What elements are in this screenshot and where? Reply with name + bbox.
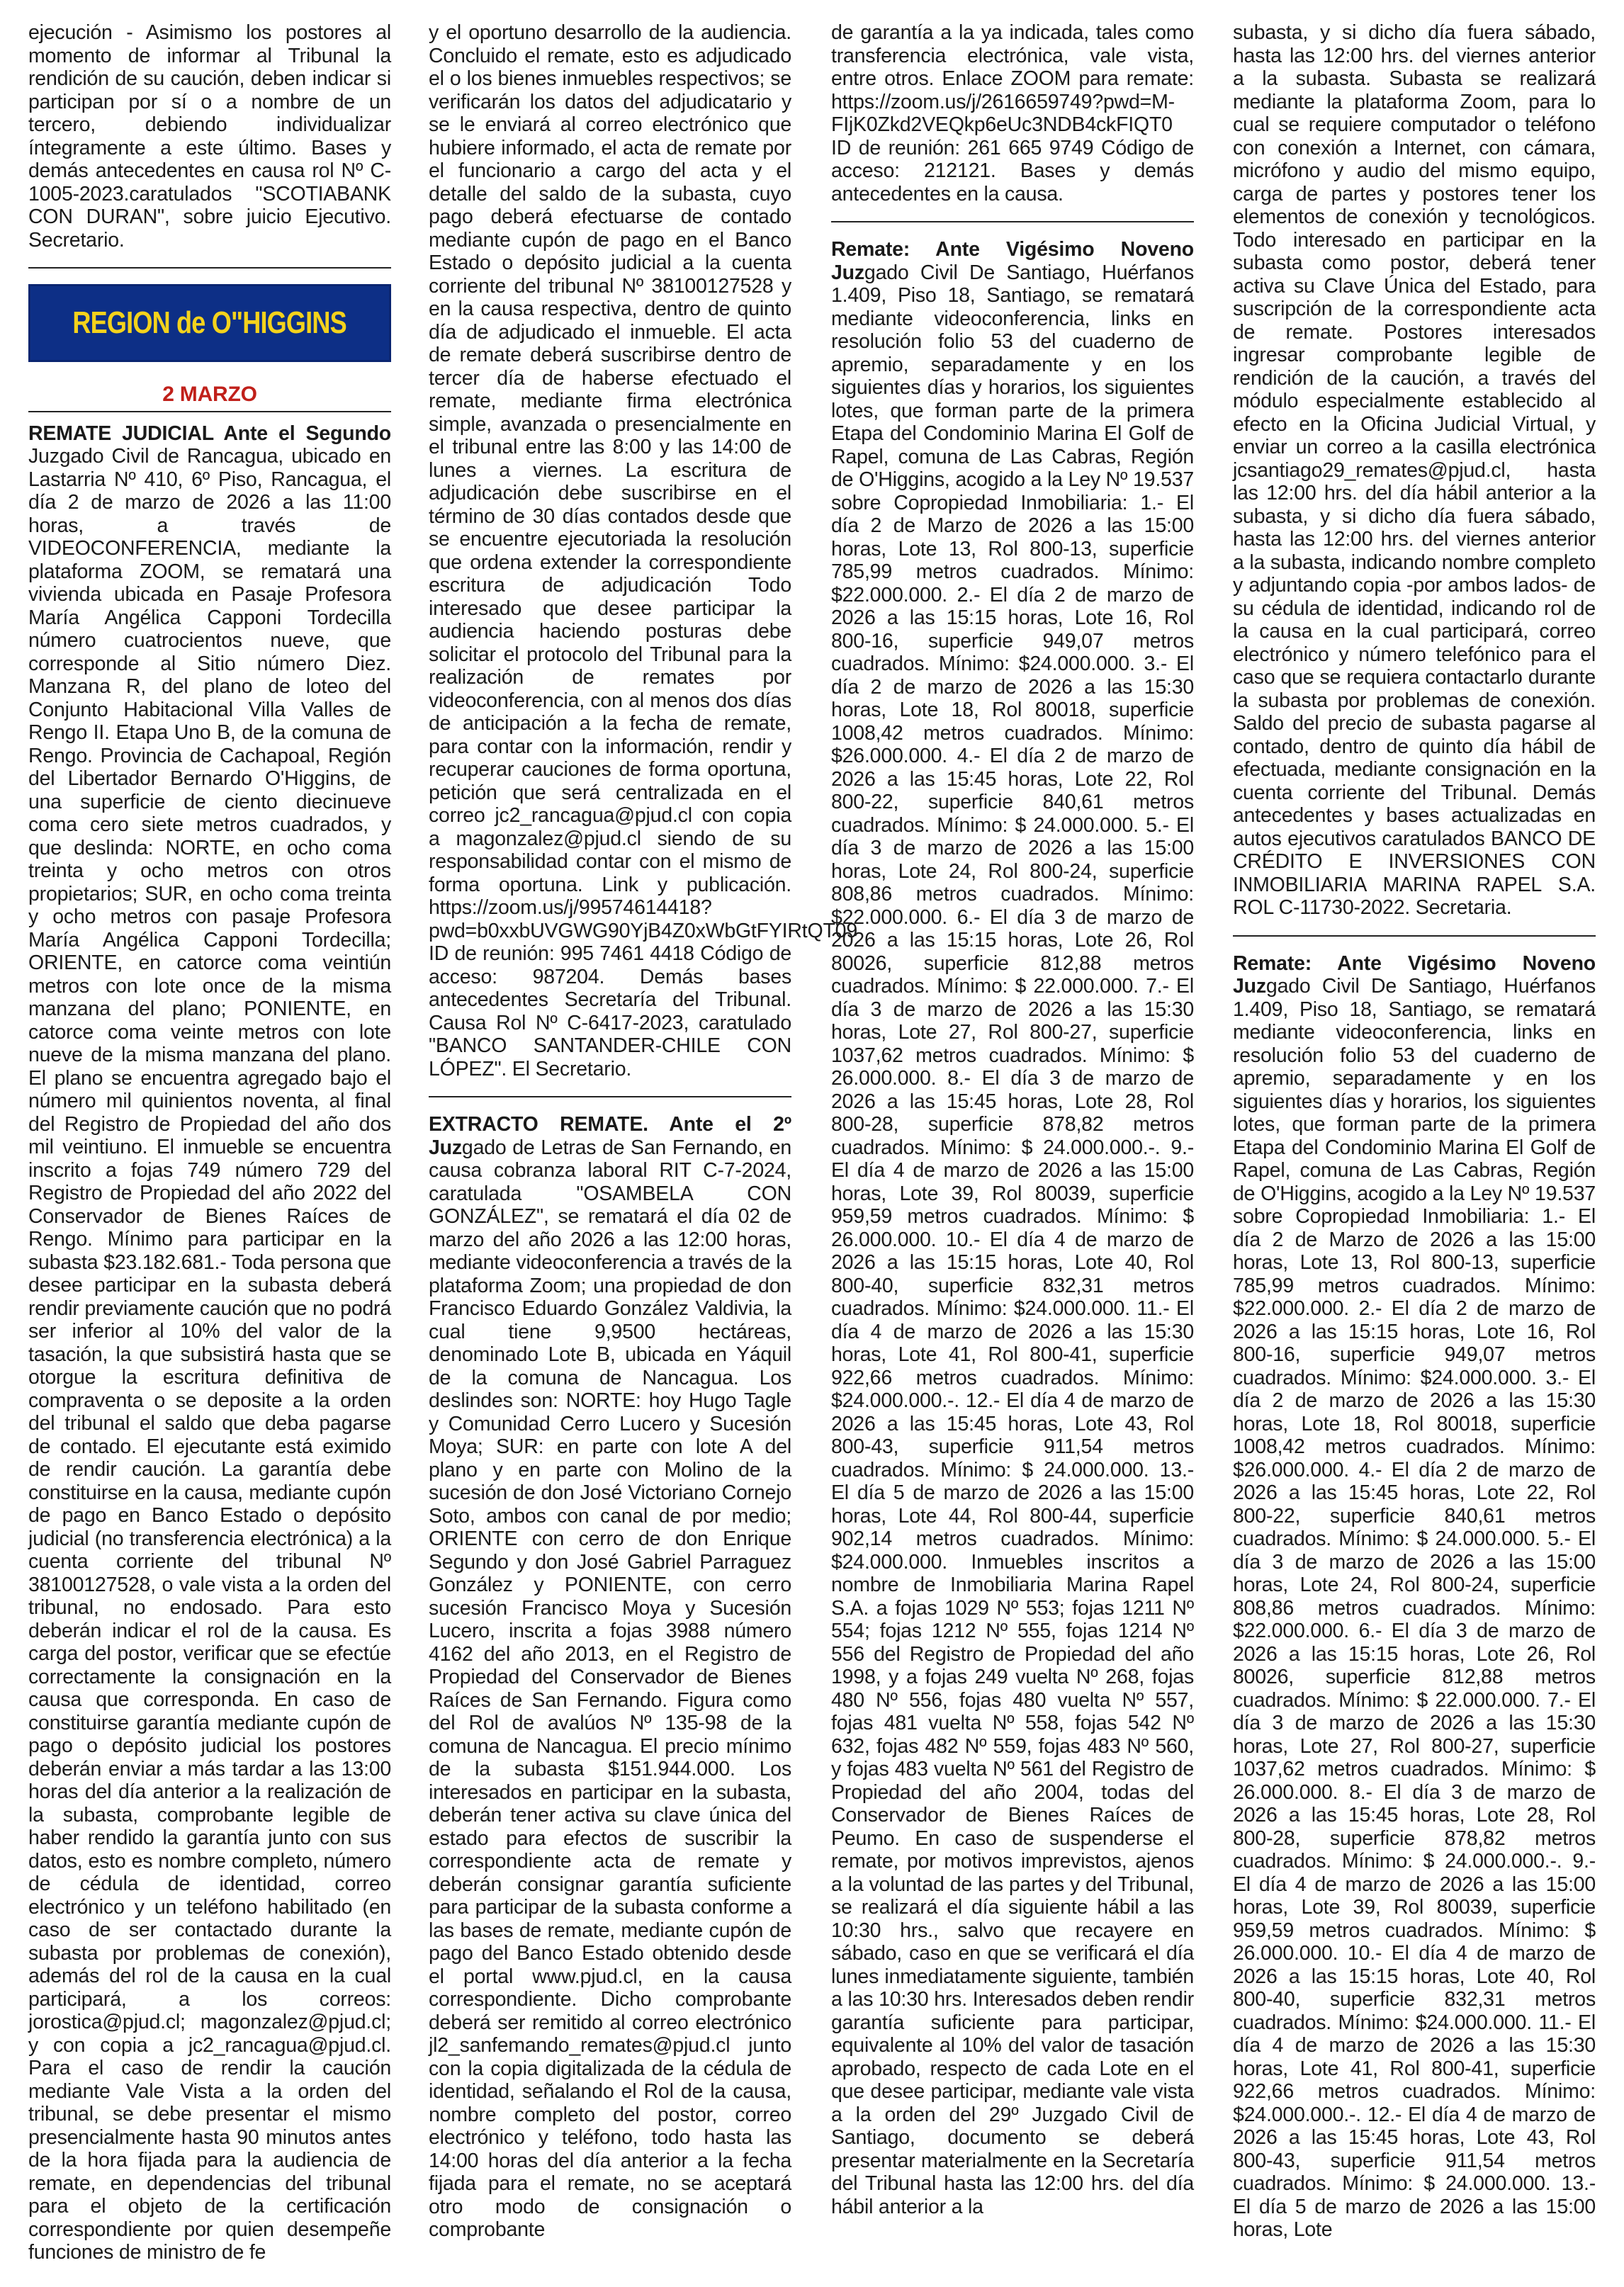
column-3	[831, 21, 1194, 2274]
notice-lead: EXTRACTO REMATE. Ante el 2º Juz	[429, 1113, 791, 1159]
notice-body: Juzgado Civil de Rancagua, ubicado en Lastarria Nº 410, 6º Piso, Rancagua, el día 2 de marzo de 2026 a las 11:00 horas, a través de VIDEOCONFERENCIA, mediante la plataforma ZOOM, se rematará una vivienda ubicada en Pasaje Profesora María Angélica Capponi Tordecilla número cuatrocientos nueve, que corresponde al Sitio número Diez. Manzana R, del plano de loteo del Conjunto Habitacional Villa Valles de Rengo II. Etapa Uno B, de la comuna de Rengo. Provincia de Cachapoal, Región del Libertador Bernardo O'Higgins, de una superficie de ciento diecinueve coma cero siete metros cuadrados, y que deslinda: NORTE, en ocho coma treinta y ocho metros con otros propietarios; SUR, en ocho coma treinta y ocho metros con pasaje Profesora María Angélica Capponi Tordecilla; ORIENTE, en catorce coma veintiún metros con lote once de la misma manzana del plano; PONIENTE, en catorce coma veinte metros con lote nueve de la misma manzana del plano. El plano se encuentra agregado bajo el número mil quinientos noventa, al final del Registro de Propiedad del año dos mil veintiuno. El inmueble se encuentra inscrito a fojas 749 número 729 del Registro de Propiedad del año 2022 del Conservador de Bienes Raíces de Rengo. Mínimo para participar en la subasta $23.182.681.- Toda persona que desee participar en la subasta deberá rendir previamente caución que no podrá ser inferior al 10% del valor de la tasación, la que subsistirá hasta que se otorgue la escritura definitiva de compraventa o se deposite a la orden del tribunal el saldo que deba pagarse de contado. El ejecutante está eximido de rendir caución. La garantía debe constituirse en la causa, mediante cupón de pago en Banco Estado o depósito judicial (no transferencia electrónica) a la cuenta corriente del tribunal Nº 38100127528, o vale vista a la orden del tribunal, no endosado. Para esto deberán indicar el rol de la causa. Es carga del postor, verificar que se efectúe correctamente la consignación en la causa que corresponda. En caso de constituirse garantía mediante cupón de pago o depósito judicial los postores deberán enviar a más tardar a las 13:00 horas del día anterior a la realización de la subasta, comprobante legible de haber rendido la garantía junto con sus datos, esto es nombre completo, número de cédula de identidad, correo electrónico y un teléfono habilitado (en caso de ser contactado durante la subasta por problemas de conexión), además del rol de la causa en la cual participará, a los correos: jorostica@pjud.cl; magonzalez@pjud.cl; y con copia a jc2_rancagua@pjud.cl. Para el caso de rendir la caución mediante Vale Vista a la orden del tribunal, se debe presentar el mismo presencialmente hasta 90 minutos antes de la hora fijada para la audiencia de remate, en dependencias del tribunal para el objeto de la certificación correspondiente por quien desempeñe funciones de ministro de fe	[28, 445, 391, 2264]
region-banner-title: REGION de O"HIGGINS	[72, 305, 347, 340]
notice-body: gado de Letras de San Fernando, en causa cobranza laboral RIT C-7-2024, caratulada "OSAMBELA CON GONZÁLEZ", se rematará el día 02 de marzo del año 2026 a las 12:00 horas, mediante videoconferencia a través de la plataforma Zoom; una propiedad de don Francisco Eduardo González Valdivia, la cual tiene 9,9500 hectáreas, denominado Lote B, ubicada en Yáquil de la comuna de Nancagua. Los deslindes son: NORTE: hoy Hugo Tagle y Comunidad Cerro Lucero y Sucesión Moya; SUR: en parte con lote A del plano y en parte con Molino de la sucesión de don José Victoriano Cornejo Soto, ambos con canal de por medio; ORIENTE con cerro de don Enrique Segundo y don José Gabriel Parraguez González y PONIENTE, con cerro sucesión Francisco Moya y Sucesión Lucero, inscrita a fojas 3988 número 4162 del año 2013, en el Registro de Propiedad del Conservador de Bienes Raíces de San Fernando. Figura como del Rol de avalúos Nº 135-98 de la comuna de Nancagua. El precio mínimo de la subasta $151.944.000. Los interesados en participar en la subasta, deberán tener activa su clave única del estado para efectos de suscribir la correspondiente acta de remate y deberán consignar garantía suficiente para participar de la subasta conforme a las bases de remate, mediante cupón de pago del Banco Estado obtenido desde el portal www.pjud.cl, en la causa correspondiente. Dicho comprobante deberá ser remitido al correo electrónico jl2_sanfemando_remates@pjud.cl junto con la copia digitalizada de la cédula de identidad, señalando el Rol de la causa, nombre completo del postor, correo electrónico y teléfono, todo hasta las 14:00 horas del día anterior a la fecha fijada para el remate, no se aceptará otro modo de consignación o comprobante	[429, 1136, 791, 2241]
date-heading: 2 MARZO	[162, 383, 257, 406]
notice-extracto-san-fernando	[429, 1113, 791, 2242]
notice-lead: Remate: Ante Vigésimo Noveno Juz	[831, 238, 1194, 284]
divider	[1233, 935, 1596, 937]
notice-remate-rancagua	[28, 422, 391, 2264]
divider	[28, 411, 391, 412]
divider	[429, 1096, 791, 1097]
notice-remate-santiago-29	[831, 238, 1194, 2218]
divider	[831, 221, 1194, 222]
region-banner	[28, 284, 391, 362]
notice-continuation-paragraph: de garantía a la ya indicada, tales como transferencia electrónica, vale vista, entre otros. Enlace ZOOM para remate: https://zoom.us/j/2616659749?pwd=M-FIjK0Zkd2VEQkp6eUc3NDB4ckFIQT0 ID de reunión: 261 665 9749 Código de acceso: 212121. Bases y demás antecedentes en la causa.	[831, 21, 1194, 205]
divider	[28, 267, 391, 269]
notice-lead: REMATE JUDICIAL Ante el Segundo	[28, 422, 391, 445]
classifieds-page	[28, 21, 1596, 2274]
notice-continuation-paragraph: subasta, y si dicho día fuera sábado, hasta las 12:00 hrs. del viernes anterior a la subasta. Subasta se realizará mediante la plataforma Zoom, para lo cual se requiere computador o teléfono con conexión a Internet, con cámara, micrófono y audio del mismo equipo, carga de partes y postores tener los elementos de conexión y tecnológicos. Todo interesado en participar en la subasta como postor, deberá tener activa su Clave Única del Estado, para suscripción de la correspondiente acta de remate. Postores interesados ingresar comprobante legible de rendición de la caución, a través del módulo especialmente establecido al efecto en la Oficina Judicial Virtual, y enviar un correo a la casilla electrónica jcsantiago29_remates@pjud.cl, hasta las 12:00 hrs. del día hábil anterior a la subasta, y si dicho día fuera sábado, hasta las 12:00 hrs. del viernes anterior a la subasta, indicando nombre completo y adjuntando copia -por ambos lados- de su cédula de identidad, indicando rol de la causa en la cual participará, correo electrónico y número telefónico para el caso que se requiera contactarlo durante la subasta por problemas de conexión. Saldo del precio de subasta pagarse al contado, dentro de quinto día hábil de efectuada, mediante consignación en la cuenta corriente del Tribunal. Demás antecedentes y bases actualizadas en autos ejecutivos caratulados BANCO DE CRÉDITO E INVERSIONES CON INMOBILIARIA MARINA RAPEL S.A. ROL C-11730-2022. Secretaria.	[1233, 21, 1596, 919]
notice-lead: Remate: Ante Vigésimo Noveno Juz	[1233, 951, 1596, 998]
column-4	[1233, 21, 1596, 2274]
column-2	[429, 21, 857, 2274]
notice-remate-santiago-29-repeat	[1233, 952, 1596, 2242]
column-1	[28, 21, 391, 2274]
notice-body: gado Civil De Santiago, Huérfanos 1.409, Piso 18, Santiago, se rematará mediante videoconferencia, links en resolución folio 53 del cuaderno de apremio, separadamente y en los siguientes días y horarios, los siguientes lotes, que forman parte de la primera Etapa del Condominio Marina El Golf de Rapel, comuna de Las Cabras, Región de O'Higgins, acogido a la Ley Nº 19.537 sobre Copropiedad Inmobiliaria: 1.- El día 2 de Marzo de 2026 a las 15:00 horas, Lote 13, Rol 800-13, superficie 785,99 metros cuadrados. Mínimo: $22.000.000. 2.- El día 2 de marzo de 2026 a las 15:15 horas, Lote 16, Rol 800-16, superficie 949,07 metros cuadrados. Mínimo: $24.000.000. 3.- El día 2 de marzo de 2026 a las 15:30 horas, Lote 18, Rol 80018, superficie 1008,42 metros cuadrados. Mínimo: $26.000.000. 4.- El día 2 de marzo de 2026 a las 15:45 horas, Lote 22, Rol 800-22, superficie 840,61 metros cuadrados. Mínimo: $ 24.000.000. 5.- El día 3 de marzo de 2026 a las 15:00 horas, Lote 24, Rol 800-24, superficie 808,86 metros cuadrados. Mínimo: $22.000.000. 6.- El día 3 de marzo de 2026 a las 15:15 horas, Lote 26, Rol 80026, superficie 812,88 metros cuadrados. Mínimo: $ 22.000.000. 7.- El día 3 de marzo de 2026 a las 15:30 horas, Lote 27, Rol 800-27, superficie 1037,62 metros cuadrados. Mínimo: $ 26.000.000. 8.- El día 3 de marzo de 2026 a las 15:45 horas, Lote 28, Rol 800-28, superficie 878,82 metros cuadrados. Mínimo: $ 24.000.000.-. 9.- El día 4 de marzo de 2026 a las 15:00 horas, Lote 39, Rol 80039, superficie 959,59 metros cuadrados. Mínimo: $ 26.000.000. 10.- El día 4 de marzo de 2026 a las 15:15 horas, Lote 40, Rol 800-40, superficie 832,31 metros cuadrados. Mínimo: $24.000.000. 11.- El día 4 de marzo de 2026 a las 15:30 horas, Lote 41, Rol 800-41, superficie 922,66 metros cuadrados. Mínimo: $24.000.000.-. 12.- El día 4 de marzo de 2026 a las 15:45 horas, Lote 43, Rol 800-43, superficie 911,54 metros cuadrados. Mínimo: $ 24.000.000. 13.- El día 5 de marzo de 2026 a las 15:00 horas, Lote	[1233, 975, 1596, 2241]
notice-body: gado Civil De Santiago, Huérfanos 1.409, Piso 18, Santiago, se rematará mediante videoconferencia, links en resolución folio 53 del cuaderno de apremio, separadamente y en los siguientes días y horarios, los siguientes lotes, que forman parte de la primera Etapa del Condominio Marina El Golf de Rapel, comuna de Las Cabras, Región de O'Higgins, acogido a la Ley Nº 19.537 sobre Copropiedad Inmobiliaria: 1.- El día 2 de Marzo de 2026 a las 15:00 horas, Lote 13, Rol 800-13, superficie 785,99 metros cuadrados. Mínimo: $22.000.000. 2.- El día 2 de marzo de 2026 a las 15:15 horas, Lote 16, Rol 800-16, superficie 949,07 metros cuadrados. Mínimo: $24.000.000. 3.- El día 2 de marzo de 2026 a las 15:30 horas, Lote 18, Rol 80018, superficie 1008,42 metros cuadrados. Mínimo: $26.000.000. 4.- El día 2 de marzo de 2026 a las 15:45 horas, Lote 22, Rol 800-22, superficie 840,61 metros cuadrados. Mínimo: $ 24.000.000. 5.- El día 3 de marzo de 2026 a las 15:00 horas, Lote 24, Rol 800-24, superficie 808,86 metros cuadrados. Mínimo: $22.000.000. 6.- El día 3 de marzo de 2026 a las 15:15 horas, Lote 26, Rol 80026, superficie 812,88 metros cuadrados. Mínimo: $ 22.000.000. 7.- El día 3 de marzo de 2026 a las 15:30 horas, Lote 27, Rol 800-27, superficie 1037,62 metros cuadrados. Mínimo: $ 26.000.000. 8.- El día 3 de marzo de 2026 a las 15:45 horas, Lote 28, Rol 800-28, superficie 878,82 metros cuadrados. Mínimo: $ 24.000.000.-. 9.- El día 4 de marzo de 2026 a las 15:00 horas, Lote 39, Rol 80039, superficie 959,59 metros cuadrados. Mínimo: $ 26.000.000. 10.- El día 4 de marzo de 2026 a las 15:15 horas, Lote 40, Rol 800-40, superficie 832,31 metros cuadrados. Mínimo: $24.000.000. 11.- El día 4 de marzo de 2026 a las 15:30 horas, Lote 41, Rol 800-41, superficie 922,66 metros cuadrados. Mínimo: $24.000.000.-. 12.- El día 4 de marzo de 2026 a las 15:45 horas, Lote 43, Rol 800-43, superficie 911,54 metros cuadrados. Mínimo: $ 24.000.000. 13.- El día 5 de marzo de 2026 a las 15:00 horas, Lote 44, Rol 800-44, superficie 902,14 metros cuadrados. Mínimo: $24.000.000. Inmuebles inscritos a nombre de Inmobiliaria Marina Rapel S.A. a fojas 1029 Nº 553; fojas 1211 Nº 554; fojas 1212 Nº 555, fojas 1214 Nº 556 del Registro de Propiedad del año 1998, y a fojas 249 vuelta Nº 268, fojas 480 Nº 556, fojas 480 vuelta Nº 557, fojas 481 vuelta Nº 558, fojas 542 Nº 632, fojas 482 Nº 559, fojas 483 Nº 560, y fojas 483 vuelta Nº 561 del Registro de Propiedad del año 2004, todas del Conservador de Bienes Raíces de Peumo. En caso de suspenderse el remate, por motivos imprevistos, ajenos a la voluntad de las partes y del Tribunal, se realizará el día siguiente hábil a las 10:30 hrs., salvo que recayere en sábado, caso en que se verificará el día lunes inmediatamente siguiente, también a las 10:30 hrs. Interesados deben rendir garantía suficiente para participar, equivalente al 10% del valor de tasación aprobado, respecto de cada Lote en el que desee participar, mediante vale vista a la orden del 29º Juzgado Civil de Santiago, documento se deberá presentar materialmente en la Secretaría del Tribunal hasta las 12:00 hrs. del día hábil anterior a la	[831, 261, 1194, 2218]
notice-continuation-paragraph: y el oportuno desarrollo de la audiencia. Concluido el remate, esto es adjudicado el o los bienes inmuebles respectivos; se verificarán los datos del adjudicatario y se le enviará al correo electrónico que hubiere informado, el acta de remate por el funcionario a cargo del acta y el detalle del saldo de la subasta, cuyo pago deberá efectuarse de contado mediante cupón de pago en el Banco Estado o depósito judicial a la cuenta corriente del tribunal Nº 38100127528 y en la causa respectiva, dentro de quinto día de adjudicado el inmueble. El acta de remate deberá suscribirse dentro de tercer día de haberse efectuado el remate, mediante firma electrónica simple, avanzada o presencialmente en el tribunal entre las 8:00 y las 14:00 de lunes a viernes. La escritura de adjudicación debe suscribirse en el término de 30 días contados desde que se encuentre ejecutoriada la resolución que ordena extender la correspondiente escritura de adjudicación Todo interesado que desee participar la audiencia haciendo posturas debe solicitar el protocolo del Tribunal para la realización de remates por videoconferencia, con al menos dos días de anticipación a la fecha de remate, para contar con la información, rendir y recuperar cauciones de forma oportuna, petición que será centralizada en el correo jc2_rancagua@pjud.cl con copia a magonzalez@pjud.cl siendo de su responsabilidad contar con el mismo de forma oportuna. Link y publicación. https://zoom.us/j/99574614418?pwd=b0xxbUVGWG90YjB4Z0xWbGtFYIRtQT09 ID de reunión: 995 7461 4418 Código de acceso: 987204. Demás bases antecedentes Secretaría del Tribunal. Causa Rol Nº C-6417-2023, caratulado "BANCO SANTANDER-CHILE CON LÓPEZ". El Secretario.	[429, 21, 857, 1080]
notice-continuation-paragraph: ejecución - Asimismo los postores al momento de informar al Tribunal la rendición de su caución, deben indicar si participan por sí o a nombre de un tercero, debiendo individualizar íntegramente a este último. Bases y demás antecedentes en causa rol Nº C-1005-2023.caratulados "SCOTIABANK CON DURAN", sobre juicio Ejecutivo. Secretario.	[28, 21, 391, 252]
